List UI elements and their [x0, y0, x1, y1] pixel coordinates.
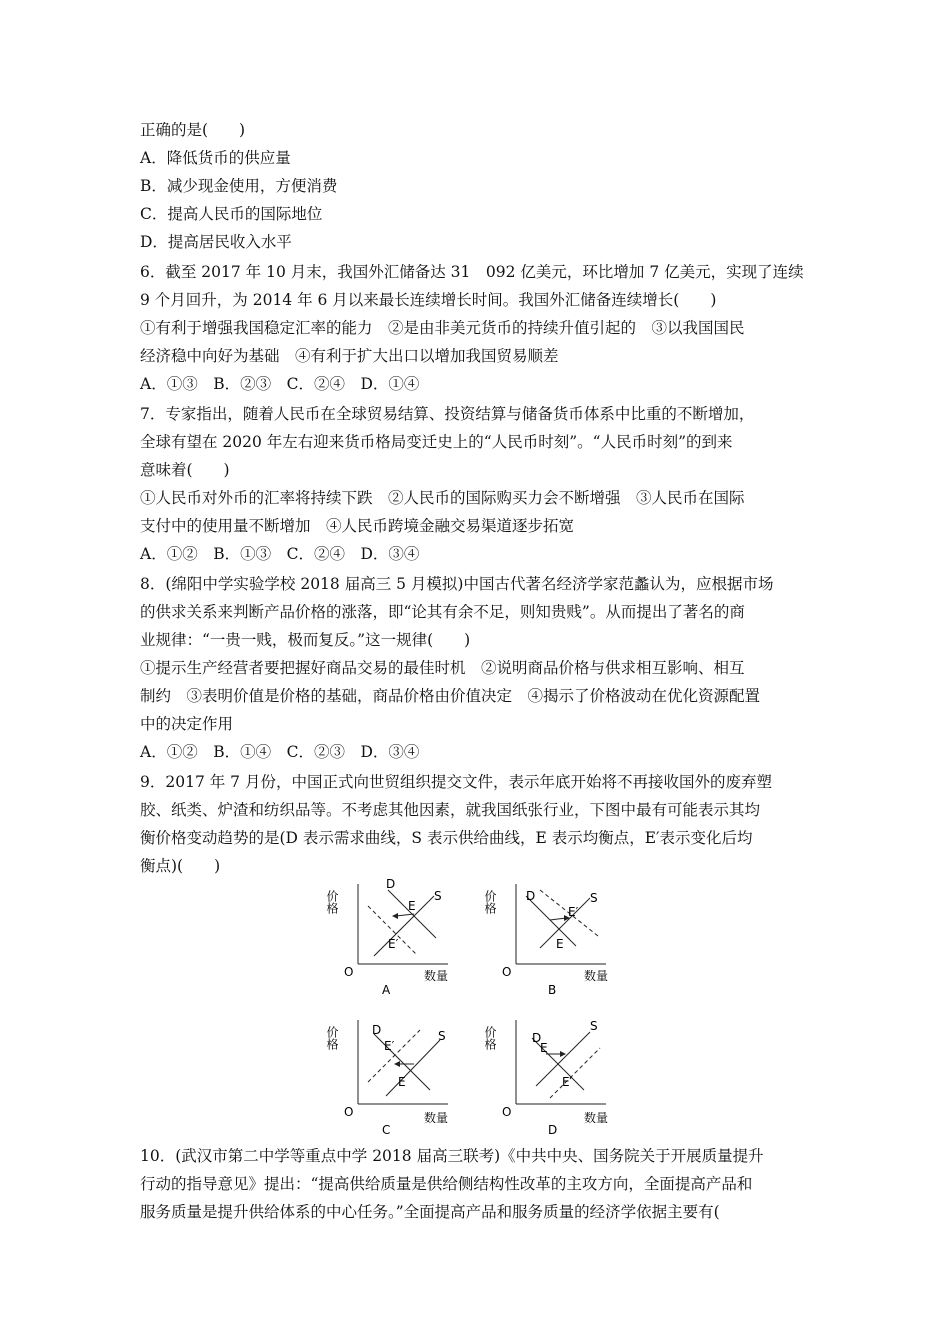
- text-line: 正确的是( ): [140, 121, 246, 139]
- text-line: 的供求关系来判断产品价格的涨落，即“论其有余不足，则知贵贱”。从而提出了著名的商: [140, 603, 745, 621]
- eq-label: E: [540, 1041, 548, 1055]
- eq-label: E: [556, 937, 564, 951]
- demand-label: D: [526, 889, 536, 903]
- demand-label: D: [386, 877, 396, 891]
- text-line: 中的决定作用: [140, 715, 234, 733]
- text-line: 全球有望在 2020 年左右迎来货币格局变迁史上的“人民币时刻”。“人民币时刻”的到来: [140, 433, 733, 451]
- origin-label: O: [502, 965, 512, 979]
- axis-y-label: 价格: [483, 1026, 497, 1050]
- supply-label: S: [438, 1029, 446, 1043]
- diagram-c: [325, 1012, 470, 1137]
- supply-demand-diagrams: [325, 876, 620, 1137]
- text-line: 7．专家指出，随着人民币在全球贸易结算、投资结算与储备货币体系中比重的不断增加，: [140, 405, 755, 423]
- axis-y-label: 价格: [483, 890, 497, 914]
- text-line: C．提高人民币的国际地位: [140, 205, 323, 223]
- text-line: 服务质量是提升供给体系的中心任务。”全面提高产品和服务质量的经济学依据主要有(: [140, 1203, 720, 1221]
- text-line: ①有利于增强我国稳定汇率的能力 ②是由非美元货币的持续升值引起的 ③以我国国民: [140, 319, 745, 337]
- text-line: 支付中的使用量不断增加 ④人民币跨境金融交易渠道逐步拓宽: [140, 517, 575, 535]
- eq-new-label: E′: [562, 1075, 573, 1089]
- text-line: 衡点)( ): [140, 857, 221, 875]
- text-line: 意味着( ): [140, 461, 230, 479]
- text-line: 衡价格变动趋势的是(D 表示需求曲线，S 表示供给曲线，E 表示均衡点，E′表示变化后均: [140, 829, 753, 847]
- axis-x-label: 数量: [584, 969, 609, 983]
- caption-c: C: [382, 1123, 391, 1137]
- eq-new-label: E′: [388, 937, 399, 951]
- caption-d: D: [548, 1123, 558, 1137]
- demand-label: D: [532, 1031, 542, 1045]
- eq-label: E: [408, 899, 416, 913]
- axis-x-label: 数量: [584, 1111, 609, 1125]
- text-line: 胶、纸类、炉渣和纺织品等。不考虑其他因素，就我国纸张行业，下图中最有可能表示其均: [140, 801, 761, 819]
- text-line: A．①② B．①④ C．②③ D．③④: [140, 743, 420, 761]
- text-line: 6．截至 2017 年 10 月末，我国外汇储备达 31 092 亿美元，环比增加 7 亿美元，实现了连续: [140, 263, 804, 281]
- text-line: 经济稳中向好为基础 ④有利于扩大出口以增加我国贸易顺差: [140, 347, 559, 365]
- text-line: A．降低货币的供应量: [140, 149, 291, 167]
- text-line: 9 个月回升，为 2014 年 6 月以来最长连续增长时间。我国外汇储备连续增长( ): [140, 291, 717, 309]
- origin-label: O: [502, 1105, 512, 1119]
- text-line: 行动的指导意见》提出：“提高供给质量是供给侧结构性改革的主攻方向，全面提高产品和: [140, 1175, 753, 1193]
- text-line: 10．(武汉市第二中学等重点中学 2018 届高三联考)《中共中央、国务院关于开展质量提升: [140, 1147, 764, 1165]
- diagram-d: [478, 1012, 618, 1137]
- origin-label: O: [344, 1105, 354, 1119]
- text-line: A．①② B．①③ C．②④ D．③④: [140, 545, 420, 563]
- text-line: ①提示生产经营者要把握好商品交易的最佳时机 ②说明商品价格与供求相互影响、相互: [140, 659, 745, 677]
- text-line: D．提高居民收入水平: [140, 233, 292, 251]
- axis-x-label: 数量: [424, 969, 449, 983]
- caption-b: B: [548, 983, 557, 997]
- axis-y-label: 价格: [325, 1026, 339, 1050]
- origin-label: O: [344, 965, 354, 979]
- text-line: 业规律：“一贵一贱，极而复反。”这一规律( ): [140, 631, 471, 649]
- text-line: 制约 ③表明价值是价格的基础，商品价格由价值决定 ④揭示了价格波动在优化资源配置: [140, 687, 761, 705]
- eq-new-label: E′: [384, 1039, 395, 1053]
- demand-label: D: [372, 1023, 382, 1037]
- eq-label: E: [398, 1075, 406, 1089]
- supply-label: S: [434, 889, 442, 903]
- text-line: 9．2017 年 7 月份，中国正式向世贸组织提交文件，表示年底开始将不再接收国外的废弃塑: [140, 773, 772, 791]
- diagram-b: [478, 876, 618, 1001]
- text-line: ①人民币对外币的汇率将持续下跌 ②人民币的国际购买力会不断增强 ③人民币在国际: [140, 489, 745, 507]
- caption-a: A: [382, 983, 391, 997]
- text-line: 8．(绵阳中学实验学校 2018 届高三 5 月模拟)中国古代著名经济学家范蠡认为，应根据市场: [140, 575, 774, 593]
- axis-y-label: 价格: [325, 890, 339, 914]
- text-line: A．①③ B．②③ C．②④ D．①④: [140, 375, 420, 393]
- axis-x-label: 数量: [424, 1111, 449, 1125]
- eq-new-label: E′: [568, 905, 579, 919]
- supply-label: S: [590, 891, 598, 905]
- supply-label: S: [590, 1019, 598, 1033]
- diagram-a: [325, 876, 470, 1001]
- text-line: B．减少现金使用，方便消费: [140, 177, 338, 195]
